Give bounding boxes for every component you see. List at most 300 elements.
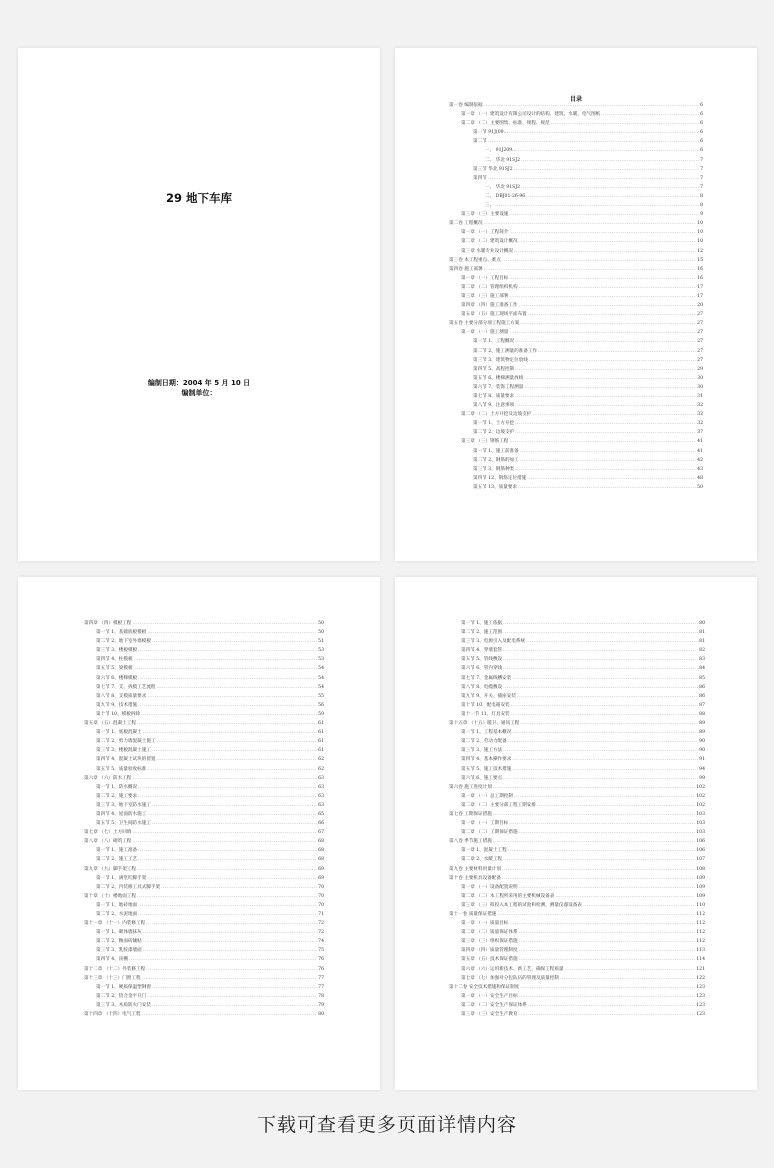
toc-entry[interactable] xyxy=(449,855,705,864)
toc-entry[interactable] xyxy=(449,955,705,964)
toc-leader-dots xyxy=(528,1001,695,1010)
toc-leader-dots xyxy=(138,855,317,864)
toc-leader-dots xyxy=(509,210,699,219)
toc-entry[interactable] xyxy=(449,792,705,801)
toc-entry-title: 第三节 3、建筑物定位放线 xyxy=(473,357,528,363)
toc-entry-title: 第六章 （六）运用新技术、新工艺，确保工程质量 xyxy=(461,966,564,972)
toc-entry-title: 第七卷 工期保证措施 xyxy=(449,811,492,817)
toc-entry[interactable] xyxy=(449,783,705,792)
toc-entry[interactable] xyxy=(84,765,324,774)
toc-entry[interactable] xyxy=(449,474,703,483)
toc-entry[interactable] xyxy=(84,637,324,646)
toc-entry[interactable] xyxy=(449,819,705,828)
toc-entry-title: 二、 华北 91SJ2 xyxy=(485,157,521,163)
toc-entry[interactable] xyxy=(449,755,705,764)
toc-entry-title: 第二节 2、施工范围 xyxy=(461,630,503,636)
toc-leader-dots xyxy=(147,765,317,774)
toc-leader-dots xyxy=(146,919,317,928)
toc-entry-title: 第十章 （十）楼地面工程 xyxy=(84,893,136,899)
toc-entry-title: 第二节 2、劳动力配备 xyxy=(461,739,507,745)
toc-entry[interactable] xyxy=(84,655,324,664)
toc-entry-title: 第七章 （七）加强对分包队伍的管理及质量控制 xyxy=(461,975,559,981)
toc-entry-page: 61 xyxy=(318,748,324,754)
toc-entry[interactable] xyxy=(84,919,324,928)
toc-entry-title: 第三节 3、电源引入及配电系统 xyxy=(461,639,526,645)
toc-entry[interactable] xyxy=(449,765,705,774)
toc-entry[interactable] xyxy=(84,828,324,837)
toc-entry[interactable] xyxy=(449,710,705,719)
toc-leader-dots xyxy=(497,910,695,919)
toc-leader-dots xyxy=(512,728,698,737)
toc-entry[interactable] xyxy=(449,128,703,137)
toc-leader-dots xyxy=(138,846,317,855)
toc-entry-page: 15 xyxy=(697,257,703,263)
toc-entry[interactable] xyxy=(449,1001,705,1010)
toc-entry[interactable] xyxy=(449,437,703,446)
toc-leader-dots xyxy=(143,928,317,937)
toc-entry[interactable] xyxy=(449,846,705,855)
toc-leader-dots xyxy=(519,937,696,946)
toc-entry-title: 第七节 8、质量要求 xyxy=(473,394,515,399)
toc-leader-dots xyxy=(503,774,698,783)
toc-entry[interactable] xyxy=(449,664,705,673)
toc-leader-dots xyxy=(512,755,698,764)
toc-entry[interactable] xyxy=(449,637,705,646)
toc-entry-page: 79 xyxy=(318,1002,324,1008)
toc-entry[interactable] xyxy=(449,701,705,710)
toc-entry[interactable] xyxy=(84,810,324,819)
toc-entry-page: 90 xyxy=(699,739,705,745)
toc-entry-page: 6 xyxy=(700,139,703,145)
toc-entry[interactable] xyxy=(449,383,703,392)
toc-entry-page: 65 xyxy=(318,811,324,817)
toc-entry-title: 第三章 （三）拟投入本工程的试验和检测、测量仪器设备表 xyxy=(461,902,582,908)
toc-entry-title: 第二节 2、水泥地面 xyxy=(96,912,138,917)
toc-entry[interactable] xyxy=(84,755,324,764)
toc-entry[interactable] xyxy=(449,774,705,783)
toc-entry[interactable] xyxy=(449,347,703,356)
toc-entry-page: 72 xyxy=(318,921,324,927)
toc-entry[interactable] xyxy=(84,855,324,864)
toc-entry[interactable] xyxy=(449,628,705,637)
toc-leader-dots xyxy=(138,783,317,792)
toc-list xyxy=(449,619,705,1019)
toc-entry-title: 第三节 3、乳胶漆墙面 xyxy=(96,948,142,954)
toc-entry[interactable] xyxy=(84,928,324,937)
toc-entry[interactable] xyxy=(449,619,705,628)
toc-entry-title: 第十一卷 质量保证措施 xyxy=(449,912,497,917)
toc-entry[interactable] xyxy=(449,719,705,728)
toc-entry-page: 82 xyxy=(699,648,705,654)
toc-leader-dots xyxy=(583,901,695,910)
toc-entry-title: 第一章 （一）安全生产目标 xyxy=(461,993,518,999)
toc-entry-page: 91 xyxy=(699,757,705,763)
toc-entry[interactable] xyxy=(449,928,705,937)
toc-entry-page: 27 xyxy=(697,339,703,345)
toc-entry[interactable] xyxy=(449,156,703,165)
toc-entry-page: 103 xyxy=(696,811,705,817)
cover-page xyxy=(18,48,380,561)
toc-entry-title: 第六节 6、楼梯模板 xyxy=(96,675,138,681)
toc-entry[interactable] xyxy=(449,183,703,192)
toc-entry-title: 第一节 91J(09… xyxy=(473,130,509,136)
toc-entry[interactable] xyxy=(449,801,705,810)
toc-entry[interactable] xyxy=(449,146,703,155)
toc-entry-title: 第八节 8、电缆敷设 xyxy=(461,684,503,690)
toc-entry[interactable] xyxy=(449,837,705,846)
toc-entry-page: 80 xyxy=(699,621,705,626)
toc-entry[interactable] xyxy=(84,874,324,883)
toc-entry-title: 第六节 6、管内穿线 xyxy=(461,666,503,672)
toc-entry-title: 第九节 9、开关、插座安装 xyxy=(461,693,516,699)
toc-entry-title: 第一章 1、混凝土工程 xyxy=(461,848,507,854)
toc-entry-page: 77 xyxy=(318,975,324,981)
toc-leader-dots xyxy=(147,810,317,819)
toc-entry[interactable] xyxy=(84,1010,324,1019)
toc-leader-dots xyxy=(509,292,696,301)
toc-entry-page: 6 xyxy=(700,112,703,118)
toc-entry[interactable] xyxy=(449,683,705,692)
toc-leader-dots xyxy=(509,128,699,137)
toc-leader-dots xyxy=(519,283,697,292)
toc-entry[interactable] xyxy=(84,746,324,755)
toc-entry[interactable] xyxy=(449,401,703,410)
toc-entry[interactable] xyxy=(449,356,703,365)
toc-leader-dots xyxy=(519,946,696,955)
toc-entry[interactable] xyxy=(449,292,703,301)
toc-entry[interactable] xyxy=(449,319,703,328)
toc-entry[interactable] xyxy=(84,692,324,701)
toc-entry[interactable] xyxy=(449,392,703,401)
toc-entry[interactable] xyxy=(84,983,324,992)
toc-entry[interactable] xyxy=(449,965,705,974)
toc-leader-dots xyxy=(529,356,696,365)
toc-entry-title: 第三章 （三）组织保证措施 xyxy=(461,939,518,945)
toc-entry[interactable] xyxy=(449,265,703,274)
toc-entry-title: 第五卷 主要分部分项工程施工方案 xyxy=(449,321,520,327)
toc-entry-page: 32 xyxy=(697,403,703,409)
toc-entry-page: 7 xyxy=(700,157,703,163)
toc-entry-page: 43 xyxy=(697,466,703,472)
toc-entry[interactable] xyxy=(84,992,324,1001)
toc-entry-title: 第四节 4、柱模板 xyxy=(96,657,133,663)
toc-entry[interactable] xyxy=(449,428,703,437)
toc-entry-page: 86 xyxy=(699,684,705,690)
toc-entry-title: 第一节 1、地砖地面 xyxy=(96,902,138,908)
toc-entry[interactable] xyxy=(449,901,705,910)
toc-entry[interactable] xyxy=(84,819,324,828)
toc-entry-title: 第六节 6、施工要点 xyxy=(461,775,503,781)
toc-entry[interactable] xyxy=(84,683,324,692)
toc-entry-title: 第一节 1、工程基本概况 xyxy=(461,730,512,736)
toc-entry-title: 第四节 4、混凝土试块的留置 xyxy=(96,757,156,763)
toc-entry-page: 32 xyxy=(697,412,703,418)
compile-date: 编制日期：2004 年 5 月 10 日 xyxy=(147,379,251,387)
toc-entry[interactable] xyxy=(84,837,324,846)
toc-entry-title: 第五章 （五）技术保证措施 xyxy=(461,957,518,963)
toc-entry[interactable] xyxy=(449,192,703,201)
toc-entry-page: 31 xyxy=(697,394,703,399)
toc-leader-dots xyxy=(488,174,699,183)
toc-leader-dots xyxy=(515,401,696,410)
toc-entry-title: 第五节 5、卫生间防水施工 xyxy=(96,821,151,827)
toc-entry-title: 第十卷 主要机具设备配备 xyxy=(449,875,501,881)
toc-entry-page: 75 xyxy=(318,948,324,954)
toc-entry[interactable] xyxy=(84,728,324,737)
toc-entry-page: 87 xyxy=(699,702,705,708)
toc-entry[interactable] xyxy=(449,283,703,292)
toc-entry-title: 第四节 4、顶棚 xyxy=(96,957,128,963)
toc-entry[interactable] xyxy=(449,237,703,246)
toc-entry[interactable] xyxy=(449,828,705,837)
toc-entry-page: 109 xyxy=(696,875,705,881)
toc-entry[interactable] xyxy=(449,256,703,265)
toc-entry[interactable] xyxy=(449,910,705,919)
toc-entry-page: 63 xyxy=(318,793,324,799)
toc-leader-dots xyxy=(519,883,696,892)
toc-leader-dots xyxy=(495,201,699,210)
toc-entry-title: 第八章 （八）砌筑工程 xyxy=(84,839,132,845)
toc-entry-title: 第八卷 季节施工措施 xyxy=(449,839,492,845)
toc-leader-dots xyxy=(509,919,695,928)
toc-leader-dots xyxy=(484,101,699,110)
toc-entry-page: 29 xyxy=(697,366,703,372)
toc-leader-dots xyxy=(538,347,696,356)
toc-entry[interactable] xyxy=(84,619,324,628)
toc-entry-page: 7 xyxy=(700,175,703,181)
toc-entry[interactable] xyxy=(449,646,705,655)
toc-entry-title: 第五节 5、质量验收标准 xyxy=(96,766,147,772)
toc-entry[interactable] xyxy=(84,937,324,946)
toc-list xyxy=(449,101,703,492)
toc-entry-page: 123 xyxy=(696,1002,705,1008)
toc-entry-title: 第一卷 编制依据 xyxy=(449,103,483,108)
toc-leader-dots xyxy=(138,646,317,655)
toc-entry[interactable] xyxy=(84,674,324,683)
toc-leader-dots xyxy=(520,456,696,465)
toc-entry[interactable] xyxy=(449,374,703,383)
toc-entry[interactable] xyxy=(449,983,705,992)
toc-entry[interactable] xyxy=(84,846,324,855)
toc-entry-title: 第一节 1、施工依据 xyxy=(461,621,503,626)
toc-entry[interactable] xyxy=(449,865,705,874)
toc-entry-page: 63 xyxy=(318,775,324,781)
toc-entry[interactable] xyxy=(84,737,324,746)
toc-entry[interactable] xyxy=(449,447,703,456)
toc-leader-dots xyxy=(508,737,698,746)
toc-leader-dots xyxy=(152,1001,317,1010)
toc-entry-page: 6 xyxy=(700,103,703,108)
toc-entry-title: 第五节 5、施工技术措施 xyxy=(461,766,512,772)
toc-entry[interactable] xyxy=(84,1001,324,1010)
toc-entry-title: 第二节 2、地下室外墙模板 xyxy=(96,639,151,645)
toc-entry-page: 6 xyxy=(700,130,703,136)
toc-entry[interactable] xyxy=(84,801,324,810)
toc-entry-title: 第四节 xyxy=(473,175,487,181)
toc-entry[interactable] xyxy=(449,310,703,319)
toc-entry-page: 76 xyxy=(318,957,324,963)
toc-entry-title: 第二节 2、铝合金平开门 xyxy=(96,993,147,999)
toc-leader-dots xyxy=(565,965,696,974)
toc-entry[interactable] xyxy=(449,883,705,892)
toc-entry-page: 16 xyxy=(697,266,703,272)
toc-entry[interactable] xyxy=(449,174,703,183)
toc-entry-title: 第二节 2、施工工艺 xyxy=(96,857,138,863)
toc-leader-dots xyxy=(141,710,317,719)
toc-entry[interactable] xyxy=(84,883,324,892)
toc-entry[interactable] xyxy=(449,465,703,474)
toc-entry-title: 第二章 2、水暖工程 xyxy=(461,857,503,863)
toc-entry[interactable] xyxy=(84,719,324,728)
toc-entry[interactable] xyxy=(449,219,703,228)
toc-entry[interactable] xyxy=(449,301,703,310)
toc-leader-dots xyxy=(515,365,696,374)
toc-entry-title: 第一节 1、施工准备 xyxy=(96,848,138,854)
toc-entry[interactable] xyxy=(84,901,324,910)
toc-leader-dots xyxy=(527,474,696,483)
toc-entry-page: 122 xyxy=(696,975,705,981)
toc-leader-dots xyxy=(528,310,696,319)
toc-entry[interactable] xyxy=(449,119,703,128)
toc-entry-title: 第四章 （四）模板工程 xyxy=(84,621,132,626)
toc-leader-dots xyxy=(503,628,698,637)
toc-entry-title: 第二节 xyxy=(473,139,487,145)
toc-entry-page: 27 xyxy=(697,321,703,327)
toc-entry[interactable] xyxy=(449,692,705,701)
toc-entry[interactable] xyxy=(449,655,705,664)
toc-entry[interactable] xyxy=(449,365,703,374)
toc-entry[interactable] xyxy=(449,165,703,174)
toc-entry[interactable] xyxy=(449,419,703,428)
toc-entry-title: 第三章 水暖专业设计概况 xyxy=(461,248,513,254)
toc-entry[interactable] xyxy=(449,874,705,883)
toc-leader-dots xyxy=(138,901,317,910)
toc-entry[interactable] xyxy=(449,992,705,1001)
toc-entry-title: 第八节 8、支模质量要求 xyxy=(96,693,147,699)
toc-entry-page: 27 xyxy=(697,330,703,336)
toc-entry[interactable] xyxy=(449,274,703,283)
toc-leader-dots xyxy=(515,419,696,428)
toc-entry[interactable] xyxy=(449,810,705,819)
toc-entry[interactable] xyxy=(84,892,324,901)
toc-entry-page: 81 xyxy=(699,639,705,645)
toc-entry-page: 10 xyxy=(697,239,703,245)
toc-entry[interactable] xyxy=(449,410,703,419)
toc-leader-dots xyxy=(514,165,699,174)
toc-entry-page: 62 xyxy=(318,766,324,772)
download-more-text[interactable]: 下载可查看更多页面详情内容 xyxy=(256,1114,517,1136)
toc-entry[interactable] xyxy=(84,774,324,783)
toc-leader-dots xyxy=(519,828,696,837)
toc-entry[interactable] xyxy=(84,646,324,655)
toc-entry-page: 63 xyxy=(318,784,324,790)
toc-entry[interactable] xyxy=(449,328,703,337)
toc-entry[interactable] xyxy=(449,974,705,983)
toc-entry-page: 112 xyxy=(696,921,705,927)
toc-entry[interactable] xyxy=(84,965,324,974)
toc-entry-page: 85 xyxy=(699,675,705,681)
toc-entry-page: 9 xyxy=(700,212,703,218)
toc-leader-dots xyxy=(161,883,317,892)
toc-leader-dots xyxy=(132,774,317,783)
toc-entry-title: 第二节 2、钢筋的加工 xyxy=(473,457,519,463)
toc-entry-title: 第四节 5、高程控制 xyxy=(473,366,515,372)
toc-entry[interactable] xyxy=(84,628,324,637)
toc-leader-dots xyxy=(502,874,695,883)
toc-entry[interactable] xyxy=(449,728,705,737)
toc-entry-title: 第十二章 （十二）外装修工程 xyxy=(84,966,146,972)
toc-entry[interactable] xyxy=(84,955,324,964)
toc-entry[interactable] xyxy=(449,110,703,119)
toc-entry[interactable] xyxy=(449,101,703,110)
toc-entry[interactable] xyxy=(449,228,703,237)
toc-entry-page: 108 xyxy=(696,866,705,872)
toc-leader-dots xyxy=(560,974,695,983)
toc-leader-dots xyxy=(514,792,695,801)
toc-entry[interactable] xyxy=(84,974,324,983)
toc-entry[interactable] xyxy=(84,664,324,673)
toc-entry[interactable] xyxy=(84,710,324,719)
toc-entry-title: 第三节 华北 91SJ2 xyxy=(473,166,513,172)
toc-entry[interactable] xyxy=(449,337,703,346)
toc-entry[interactable] xyxy=(449,1010,705,1019)
toc-entry[interactable] xyxy=(449,210,703,219)
toc-entry[interactable] xyxy=(449,137,703,146)
toc-entry[interactable] xyxy=(84,792,324,801)
toc-entry[interactable] xyxy=(449,201,703,210)
toc-entry[interactable] xyxy=(449,937,705,946)
toc-leader-dots xyxy=(519,955,696,964)
toc-entry-page: 77 xyxy=(318,984,324,990)
toc-entry-title: 第二章 （二）管理组织机构 xyxy=(461,284,518,290)
toc-leader-dots xyxy=(515,337,696,346)
toc-leader-dots xyxy=(517,692,698,701)
toc-entry-title: 第四章 （四）施工准备工作 xyxy=(461,303,518,309)
toc-entry-title: 第一节 1、砌体墙抹灰 xyxy=(96,930,142,936)
toc-entry[interactable] xyxy=(84,910,324,919)
toc-entry[interactable] xyxy=(449,483,703,492)
toc-entry-page: 112 xyxy=(696,912,705,917)
toc-entry-title: 第十一节 11、灯具安装 xyxy=(461,711,510,717)
toc-entry[interactable] xyxy=(449,247,703,256)
toc-entry[interactable] xyxy=(84,783,324,792)
toc-entry-page: 67 xyxy=(318,830,324,836)
toc-leader-dots xyxy=(503,664,698,673)
toc-entry-title: 第一节 1、基础底板模板 xyxy=(96,630,147,636)
toc-entry[interactable] xyxy=(449,892,705,901)
toc-entry-page: 42 xyxy=(697,457,703,463)
toc-entry-title: 第二章 （二）工期保证措施 xyxy=(461,830,518,836)
toc-entry[interactable] xyxy=(449,674,705,683)
toc-entry[interactable] xyxy=(449,946,705,955)
toc-heading: 目录 xyxy=(569,96,582,103)
toc-entry[interactable] xyxy=(449,746,705,755)
toc-leader-dots xyxy=(519,992,696,1001)
toc-leader-dots xyxy=(519,301,697,310)
toc-leader-dots xyxy=(493,810,695,819)
toc-entry[interactable] xyxy=(449,456,703,465)
toc-entry[interactable] xyxy=(449,919,705,928)
toc-leader-dots xyxy=(518,483,696,492)
toc-entry[interactable] xyxy=(449,737,705,746)
toc-entry[interactable] xyxy=(84,946,324,955)
toc-entry-page: 103 xyxy=(696,821,705,827)
toc-entry-page: 56 xyxy=(318,702,324,708)
toc-entry[interactable] xyxy=(84,701,324,710)
toc-entry-page: 48 xyxy=(697,475,703,481)
toc-entry-page: 103 xyxy=(696,830,705,836)
toc-entry[interactable] xyxy=(84,865,324,874)
